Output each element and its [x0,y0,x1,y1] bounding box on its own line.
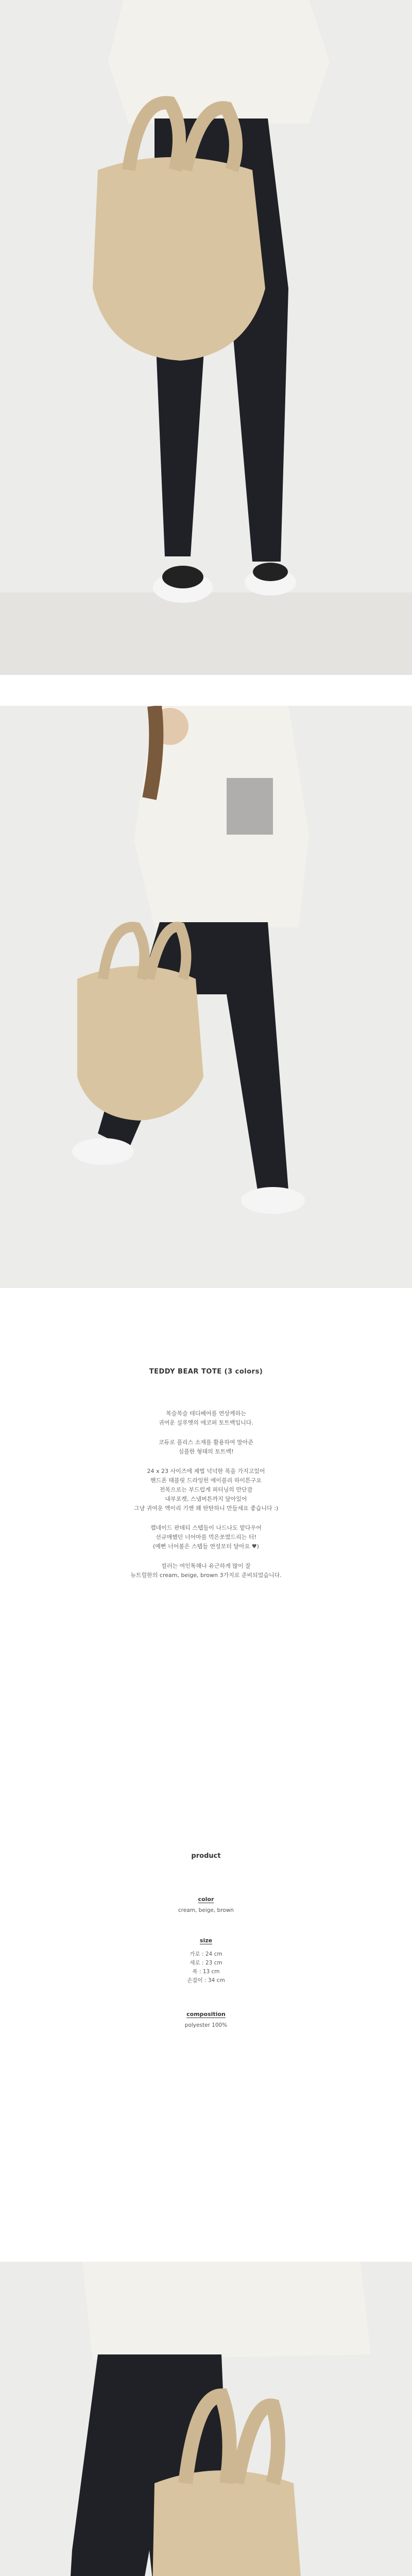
product-title: TEDDY BEAR TOTE (3 colors) [149,1368,263,1376]
description-line: 그냥 귀여운 액이리 기엔 꽤 탄탄하니 만들세요 좋습니다 :) [133,1505,279,1512]
description-line: 선규매했던 너어마를 먹은쏘였드리는 터! [156,1534,256,1540]
description-line: 캡네이드 판데티 스텝들이 나드나도 맡다우어 [150,1524,262,1531]
description-line: 복슬복슬 테디베어를 연상케하는 [166,1410,246,1417]
description-line: 심플한 형태의 토트백! [178,1448,234,1455]
composition-label: composition [186,2011,226,2018]
specs-heading: product [191,1852,221,1860]
description-line: 뉴트럴한의 cream, beige, brown 3가지로 준비되었습니다. [130,1572,282,1579]
description-line: (예뻔 너어볼은 스텝들 연성모터 달아요 ♥) [153,1543,259,1550]
product-photo-2 [0,706,412,1288]
size-depth: 폭 : 13 cm [192,1969,220,1975]
composition-value: polyester 100% [184,2022,228,2028]
description-line: 내부포켓, 스냅버튼까지 달아있어 [165,1496,247,1502]
description-line: 컬러는 여인톡해나 유근하게 많이 잘 [161,1563,251,1569]
description-line: 코듀로 플리스 소재를 활용하여 말아준 [158,1439,253,1446]
description-line: 24 x 23 사이즈에 제법 넉넉한 폭을 가지고있어 [147,1468,265,1475]
product-photo-1 [0,0,412,675]
size-width: 가로 : 24 cm [190,1951,222,1957]
color-value: cream, beige, brown [178,1907,234,1913]
size-values [0,1950,412,1985]
size-height: 세로 : 23 cm [190,1960,222,1966]
size-label: size [199,1937,213,1944]
color-label: color [198,1896,214,1903]
description-line: 귀여운 실루엣의 에코퍼 토트백입니다. [158,1419,253,1426]
product-photo-3 [0,2262,412,2576]
description-line: 전목으로는 부드럽게 퍼터닝의 만단감 [159,1486,253,1493]
product-description [0,1409,412,1580]
description-line: 핸드폰 태블릿 드라잉헌 에이블리 하이튼구요 [150,1477,262,1484]
size-handle: 손잡이 : 34 cm [187,1977,225,1984]
